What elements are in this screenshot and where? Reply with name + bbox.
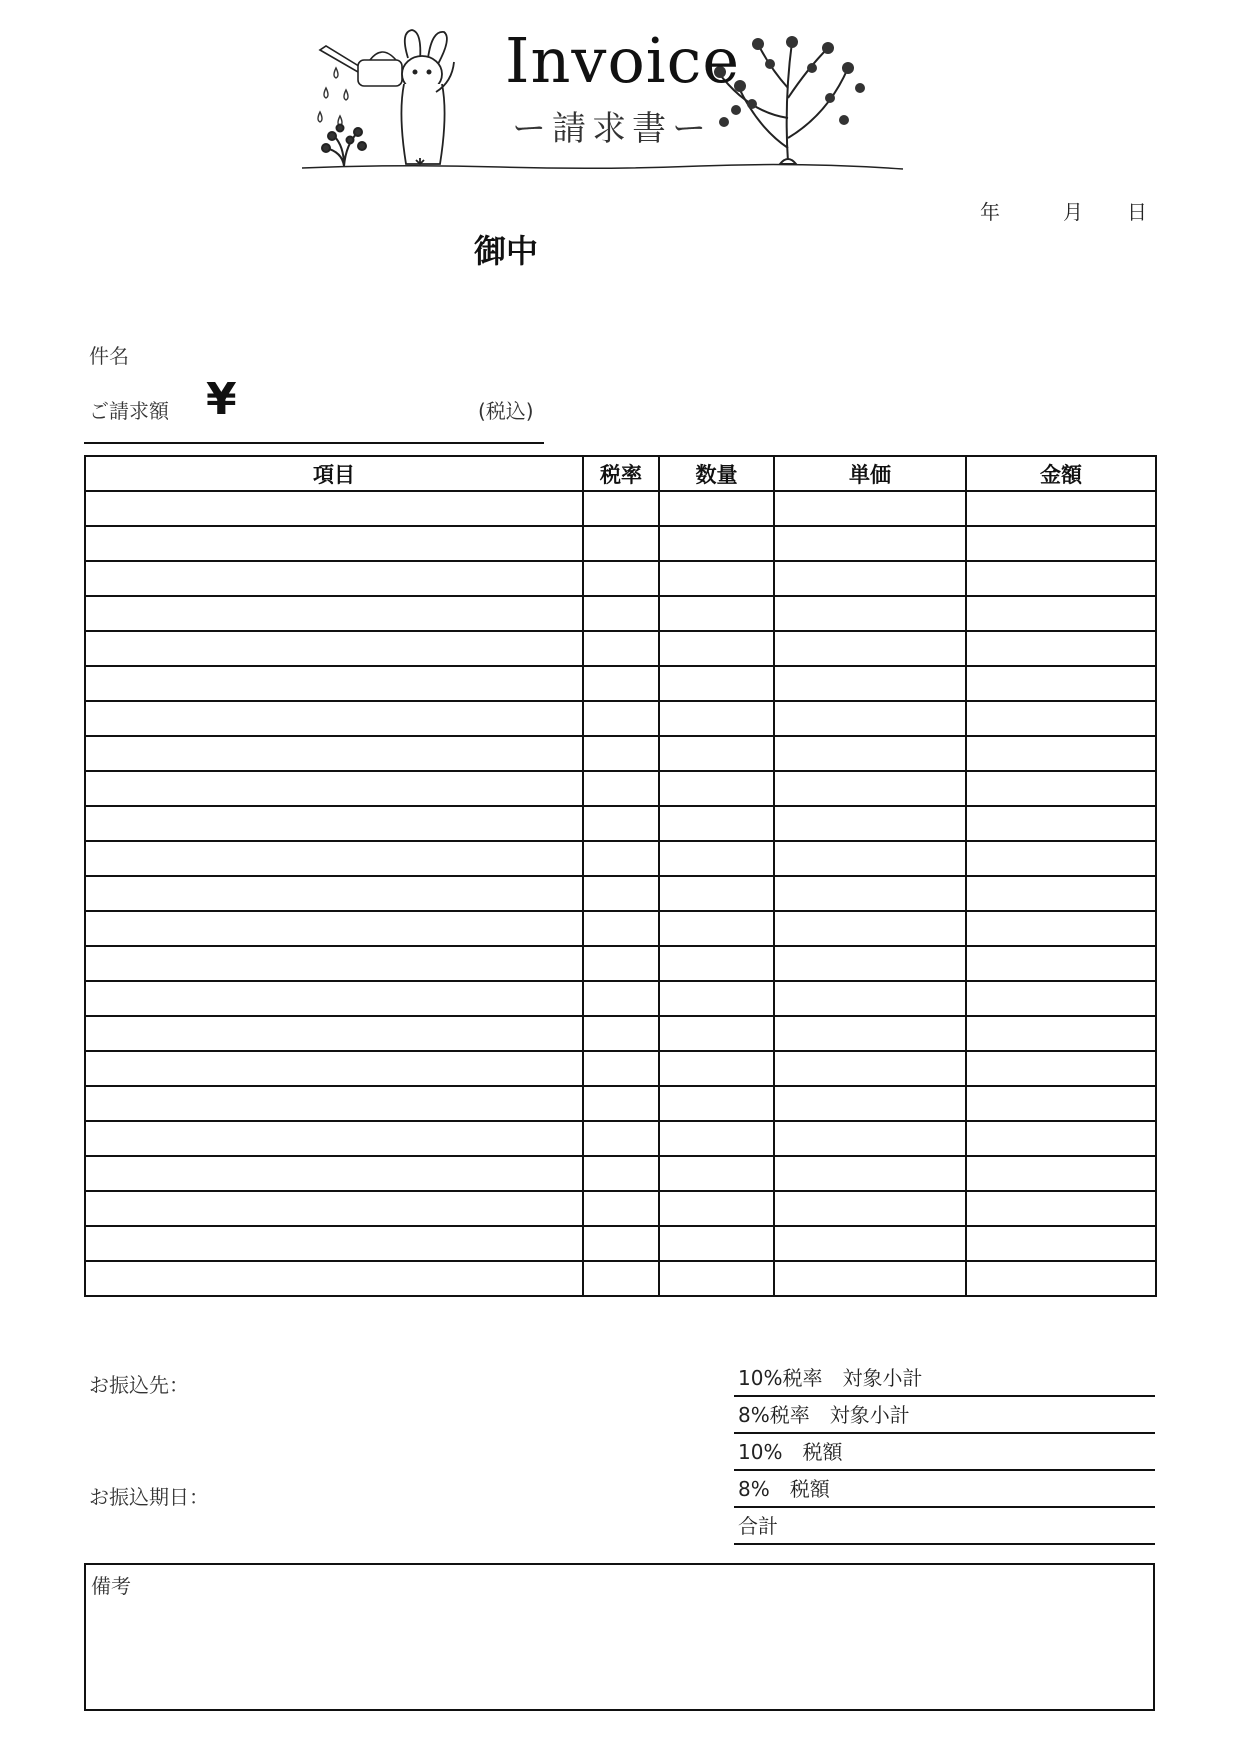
quantity-cell[interactable] — [659, 876, 774, 911]
notes-box[interactable] — [84, 1563, 1155, 1711]
quantity-cell[interactable] — [659, 1191, 774, 1226]
summary-tax-8: 8% 税額 — [734, 1471, 1155, 1508]
yen-symbol: ¥ — [206, 374, 237, 425]
item-cell[interactable] — [85, 1051, 583, 1086]
tax-rate-cell[interactable] — [583, 1016, 659, 1051]
tax-rate-cell[interactable] — [583, 596, 659, 631]
amount-cell[interactable] — [966, 666, 1156, 701]
summary-total: 合計 — [734, 1508, 1155, 1545]
table-row — [85, 1226, 1156, 1261]
tax-rate-cell[interactable] — [583, 561, 659, 596]
unit-price-cell[interactable] — [774, 981, 966, 1016]
amount-cell[interactable] — [966, 701, 1156, 736]
item-cell[interactable] — [85, 876, 583, 911]
quantity-cell[interactable] — [659, 946, 774, 981]
quantity-cell[interactable] — [659, 771, 774, 806]
column-header-amount: 金額 — [966, 456, 1156, 491]
amount-cell[interactable] — [966, 806, 1156, 841]
quantity-cell[interactable] — [659, 1226, 774, 1261]
column-header-quantity: 数量 — [659, 456, 774, 491]
subject-label: 件名 — [89, 344, 129, 368]
water-drops-icon — [318, 68, 348, 126]
amount-cell[interactable] — [966, 1191, 1156, 1226]
tax-rate-cell[interactable] — [583, 911, 659, 946]
unit-price-cell[interactable] — [774, 946, 966, 981]
watering-can-icon — [320, 46, 402, 86]
small-plant-icon — [322, 125, 366, 167]
unit-price-cell[interactable] — [774, 1156, 966, 1191]
invoice-title: Invoice — [505, 24, 741, 97]
quantity-cell[interactable] — [659, 701, 774, 736]
unit-price-cell[interactable] — [774, 561, 966, 596]
unit-price-cell[interactable] — [774, 771, 966, 806]
unit-price-cell[interactable] — [774, 1191, 966, 1226]
item-cell[interactable] — [85, 736, 583, 771]
tax-rate-cell[interactable] — [583, 1226, 659, 1261]
unit-price-cell[interactable] — [774, 1261, 966, 1296]
item-cell[interactable] — [85, 666, 583, 701]
quantity-cell[interactable] — [659, 736, 774, 771]
item-cell[interactable] — [85, 841, 583, 876]
quantity-cell[interactable] — [659, 526, 774, 561]
date-year-label: 年 — [980, 200, 1000, 224]
amount-cell[interactable] — [966, 491, 1156, 526]
amount-cell[interactable] — [966, 1156, 1156, 1191]
amount-cell[interactable] — [966, 1051, 1156, 1086]
item-cell[interactable] — [85, 701, 583, 736]
item-cell[interactable] — [85, 1016, 583, 1051]
table-row — [85, 736, 1156, 771]
quantity-cell[interactable] — [659, 1156, 774, 1191]
unit-price-cell[interactable] — [774, 526, 966, 561]
tax-rate-cell[interactable] — [583, 806, 659, 841]
table-row — [85, 596, 1156, 631]
table-row — [85, 631, 1156, 666]
table-row — [85, 526, 1156, 561]
column-header-tax-rate: 税率 — [583, 456, 659, 491]
amount-cell[interactable] — [966, 631, 1156, 666]
unit-price-cell[interactable] — [774, 736, 966, 771]
table-row — [85, 946, 1156, 981]
amount-cell[interactable] — [966, 911, 1156, 946]
unit-price-cell[interactable] — [774, 491, 966, 526]
table-row — [85, 981, 1156, 1016]
billing-amount-label: ご請求額 — [89, 399, 169, 423]
quantity-cell[interactable] — [659, 841, 774, 876]
item-cell[interactable] — [85, 1226, 583, 1261]
item-cell[interactable] — [85, 491, 583, 526]
tax-rate-cell[interactable] — [583, 876, 659, 911]
item-cell[interactable] — [85, 631, 583, 666]
tax-rate-cell[interactable] — [583, 1261, 659, 1296]
table-row — [85, 666, 1156, 701]
table-row — [85, 771, 1156, 806]
table-row — [85, 876, 1156, 911]
amount-cell[interactable] — [966, 1121, 1156, 1156]
tax-rate-cell[interactable] — [583, 491, 659, 526]
date-month-label: 月 — [1063, 200, 1083, 224]
unit-price-cell[interactable] — [774, 911, 966, 946]
quantity-cell[interactable] — [659, 561, 774, 596]
table-row — [85, 1051, 1156, 1086]
quantity-cell[interactable] — [659, 1086, 774, 1121]
unit-price-cell[interactable] — [774, 666, 966, 701]
date-day-label: 日 — [1127, 200, 1147, 224]
tax-rate-cell[interactable] — [583, 736, 659, 771]
unit-price-cell[interactable] — [774, 1051, 966, 1086]
item-cell[interactable] — [85, 1261, 583, 1296]
tax-rate-cell[interactable] — [583, 1051, 659, 1086]
amount-cell[interactable] — [966, 981, 1156, 1016]
item-cell[interactable] — [85, 561, 583, 596]
amount-cell[interactable] — [966, 1226, 1156, 1261]
amount-cell[interactable] — [966, 596, 1156, 631]
tax-rate-cell[interactable] — [583, 666, 659, 701]
quantity-cell[interactable] — [659, 1121, 774, 1156]
amount-cell[interactable] — [966, 1016, 1156, 1051]
unit-price-cell[interactable] — [774, 701, 966, 736]
quantity-cell[interactable] — [659, 596, 774, 631]
unit-price-cell[interactable] — [774, 806, 966, 841]
amount-cell[interactable] — [966, 946, 1156, 981]
item-cell[interactable] — [85, 911, 583, 946]
amount-cell[interactable] — [966, 1261, 1156, 1296]
ground-line — [302, 165, 903, 169]
tax-rate-cell[interactable] — [583, 1156, 659, 1191]
item-cell[interactable] — [85, 1191, 583, 1226]
item-cell[interactable] — [85, 1121, 583, 1156]
quantity-cell[interactable] — [659, 666, 774, 701]
unit-price-cell[interactable] — [774, 876, 966, 911]
table-row — [85, 1121, 1156, 1156]
tax-rate-cell[interactable] — [583, 631, 659, 666]
quantity-cell[interactable] — [659, 806, 774, 841]
tax-rate-cell[interactable] — [583, 526, 659, 561]
item-cell[interactable] — [85, 1086, 583, 1121]
billing-amount-underline — [84, 442, 544, 444]
column-header-unit-price: 単価 — [774, 456, 966, 491]
item-cell[interactable] — [85, 771, 583, 806]
table-row — [85, 841, 1156, 876]
tax-rate-cell[interactable] — [583, 1086, 659, 1121]
item-cell[interactable] — [85, 946, 583, 981]
amount-cell[interactable] — [966, 876, 1156, 911]
tax-rate-cell[interactable] — [583, 771, 659, 806]
unit-price-cell[interactable] — [774, 1121, 966, 1156]
tax-rate-cell[interactable] — [583, 1191, 659, 1226]
amount-cell[interactable] — [966, 526, 1156, 561]
table-row — [85, 1016, 1156, 1051]
table-row — [85, 701, 1156, 736]
recipient-suffix: 御中 — [474, 232, 539, 270]
table-row — [85, 491, 1156, 526]
unit-price-cell[interactable] — [774, 596, 966, 631]
table-row — [85, 1191, 1156, 1226]
table-row — [85, 1261, 1156, 1296]
quantity-cell[interactable] — [659, 631, 774, 666]
summary-subtotal-8: 8%税率 対象小計 — [734, 1397, 1155, 1434]
table-row — [85, 561, 1156, 596]
table-row — [85, 911, 1156, 946]
table-row — [85, 1086, 1156, 1121]
quantity-cell[interactable] — [659, 911, 774, 946]
item-cell[interactable] — [85, 1156, 583, 1191]
summary-tax-10: 10% 税額 — [734, 1434, 1155, 1471]
unit-price-cell[interactable] — [774, 1016, 966, 1051]
amount-cell[interactable] — [966, 771, 1156, 806]
unit-price-cell[interactable] — [774, 631, 966, 666]
quantity-cell[interactable] — [659, 981, 774, 1016]
amount-cell[interactable] — [966, 841, 1156, 876]
table-row — [85, 806, 1156, 841]
table-header-row — [85, 456, 1156, 491]
item-cell[interactable] — [85, 526, 583, 561]
unit-price-cell[interactable] — [774, 1086, 966, 1121]
quantity-cell[interactable] — [659, 1016, 774, 1051]
unit-price-cell[interactable] — [774, 841, 966, 876]
tax-rate-cell[interactable] — [583, 981, 659, 1016]
amount-cell[interactable] — [966, 561, 1156, 596]
quantity-cell[interactable] — [659, 1051, 774, 1086]
notes-label: 備考 — [91, 1574, 131, 1598]
column-header-item: 項目 — [85, 456, 583, 491]
invoice-subtitle: ー請求書ー — [512, 109, 712, 149]
item-cell[interactable] — [85, 981, 583, 1016]
payment-due-label: お振込期日： — [89, 1485, 209, 1509]
amount-cell[interactable] — [966, 736, 1156, 771]
summary-subtotal-10: 10%税率 対象小計 — [734, 1360, 1155, 1397]
tax-rate-cell[interactable] — [583, 1121, 659, 1156]
table-row — [85, 1156, 1156, 1191]
quantity-cell[interactable] — [659, 491, 774, 526]
tax-included-note: (税込) — [478, 399, 534, 423]
tax-rate-cell[interactable] — [583, 701, 659, 736]
quantity-cell[interactable] — [659, 1261, 774, 1296]
tax-rate-cell[interactable] — [583, 946, 659, 981]
payment-account-label: お振込先： — [89, 1373, 189, 1397]
unit-price-cell[interactable] — [774, 1226, 966, 1261]
amount-cell[interactable] — [966, 1086, 1156, 1121]
items-table — [84, 455, 1157, 1297]
tax-rate-cell[interactable] — [583, 841, 659, 876]
item-cell[interactable] — [85, 806, 583, 841]
rabbit-icon — [401, 30, 454, 164]
item-cell[interactable] — [85, 596, 583, 631]
